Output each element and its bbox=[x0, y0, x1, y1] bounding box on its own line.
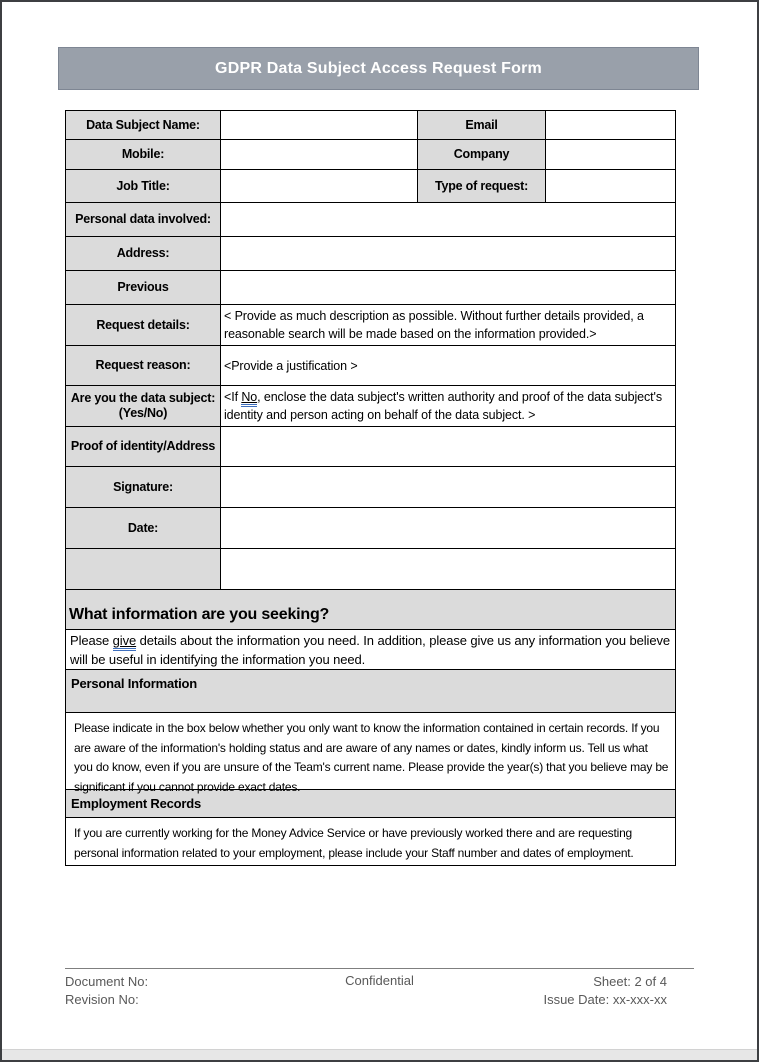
request-reason-input[interactable]: <Provide a justification > bbox=[221, 346, 675, 385]
form-row-jobtitle-request bbox=[66, 170, 675, 203]
seeking-intro-row bbox=[66, 630, 675, 670]
form-row-date bbox=[66, 508, 675, 549]
form-row-blank bbox=[66, 549, 675, 590]
previous-label: Previous bbox=[66, 271, 221, 304]
form-row-personal-data bbox=[66, 203, 675, 237]
previous-input[interactable] bbox=[221, 271, 675, 304]
form-row-previous bbox=[66, 271, 675, 305]
are-you-data-subject-input[interactable]: <If No, enclose the data subject's written authority and proof of the data subject's identity and person acting on behalf of the data subject. > bbox=[221, 386, 675, 426]
form-row-mobile-company bbox=[66, 140, 675, 170]
request-reason-label: Request reason: bbox=[66, 346, 221, 385]
seeking-heading: What information are you seeking? bbox=[69, 606, 330, 623]
personal-data-label: Personal data involved: bbox=[66, 203, 221, 236]
blank-label bbox=[66, 549, 221, 589]
mobile-input[interactable] bbox=[221, 140, 418, 169]
employment-records-heading: Employment Records bbox=[71, 796, 202, 811]
page-title: GDPR Data Subject Access Request Form bbox=[215, 59, 542, 77]
seeking-intro-text: Please give details about the information you need. In addition, please give us any information you believe will be useful in identifying the information you need. bbox=[70, 632, 670, 667]
request-form-table bbox=[65, 110, 676, 866]
signature-label: Signature: bbox=[66, 467, 221, 507]
personal-information-heading-row bbox=[66, 670, 675, 713]
company-input[interactable] bbox=[546, 140, 675, 169]
address-input[interactable] bbox=[221, 237, 675, 270]
proof-of-identity-input[interactable] bbox=[221, 427, 675, 466]
form-row-address bbox=[66, 237, 675, 271]
are-you-data-subject-label: Are you the data subject: (Yes/No) bbox=[66, 386, 221, 426]
footer-revision-no: Revision No: bbox=[65, 992, 139, 1007]
form-row-proof bbox=[66, 427, 675, 467]
proof-of-identity-label: Proof of identity/Address bbox=[66, 427, 221, 466]
form-row-signature bbox=[66, 467, 675, 508]
type-of-request-label: Type of request: bbox=[418, 170, 546, 202]
form-title-bar bbox=[58, 47, 699, 90]
email-label: Email bbox=[418, 111, 546, 139]
form-row-request-reason bbox=[66, 346, 675, 386]
personal-information-heading: Personal Information bbox=[71, 676, 198, 691]
request-details-label: Request details: bbox=[66, 305, 221, 345]
date-label: Date: bbox=[66, 508, 221, 548]
footer-document-no: Document No: bbox=[65, 974, 149, 989]
underlined-no-text: No bbox=[241, 390, 257, 407]
personal-information-body: Please indicate in the box below whether you only want to know the information contained in certain records. If you are aware of the information's holding status and are aware of any names or dates, kindly inform us. Tell us what you do know, even if you are unsure of the Team's current name. Please provide the year(s) that you believe may be significant if you cannot provide exact dates. bbox=[66, 713, 675, 790]
footer-divider bbox=[65, 968, 694, 969]
footer-confidential: Confidential bbox=[345, 973, 414, 988]
form-row-data-subject bbox=[66, 386, 675, 427]
form-row-request-details bbox=[66, 305, 675, 346]
seeking-heading-row bbox=[66, 590, 675, 630]
signature-input[interactable] bbox=[221, 467, 675, 507]
personal-data-input[interactable] bbox=[221, 203, 675, 236]
bottom-strip bbox=[2, 1049, 757, 1060]
footer-issue-date: Issue Date: xx-xxx-xx bbox=[543, 992, 667, 1007]
mobile-label: Mobile: bbox=[66, 140, 221, 169]
form-row-name-email bbox=[66, 111, 675, 140]
job-title-label: Job Title: bbox=[66, 170, 221, 202]
footer-sheet: Sheet: 2 of 4 bbox=[593, 974, 667, 989]
blank-input[interactable] bbox=[221, 549, 675, 589]
underlined-give-text: give bbox=[113, 633, 136, 651]
date-input[interactable] bbox=[221, 508, 675, 548]
email-input[interactable] bbox=[546, 111, 675, 139]
employment-records-body: If you are currently working for the Money Advice Service or have previously worked there and are requesting personal information related to your employment, please include your Staff number and dates of employment. bbox=[74, 826, 634, 860]
page-footer bbox=[65, 968, 694, 1009]
data-subject-name-label: Data Subject Name: bbox=[66, 111, 221, 139]
address-label: Address: bbox=[66, 237, 221, 270]
type-of-request-input[interactable] bbox=[546, 170, 675, 202]
job-title-input[interactable] bbox=[221, 170, 418, 202]
data-subject-name-input[interactable] bbox=[221, 111, 418, 139]
company-label: Company bbox=[418, 140, 546, 169]
request-details-input[interactable]: < Provide as much description as possible. Without further details provided, a reasonable search will be made based on the information provided.> bbox=[221, 305, 675, 345]
